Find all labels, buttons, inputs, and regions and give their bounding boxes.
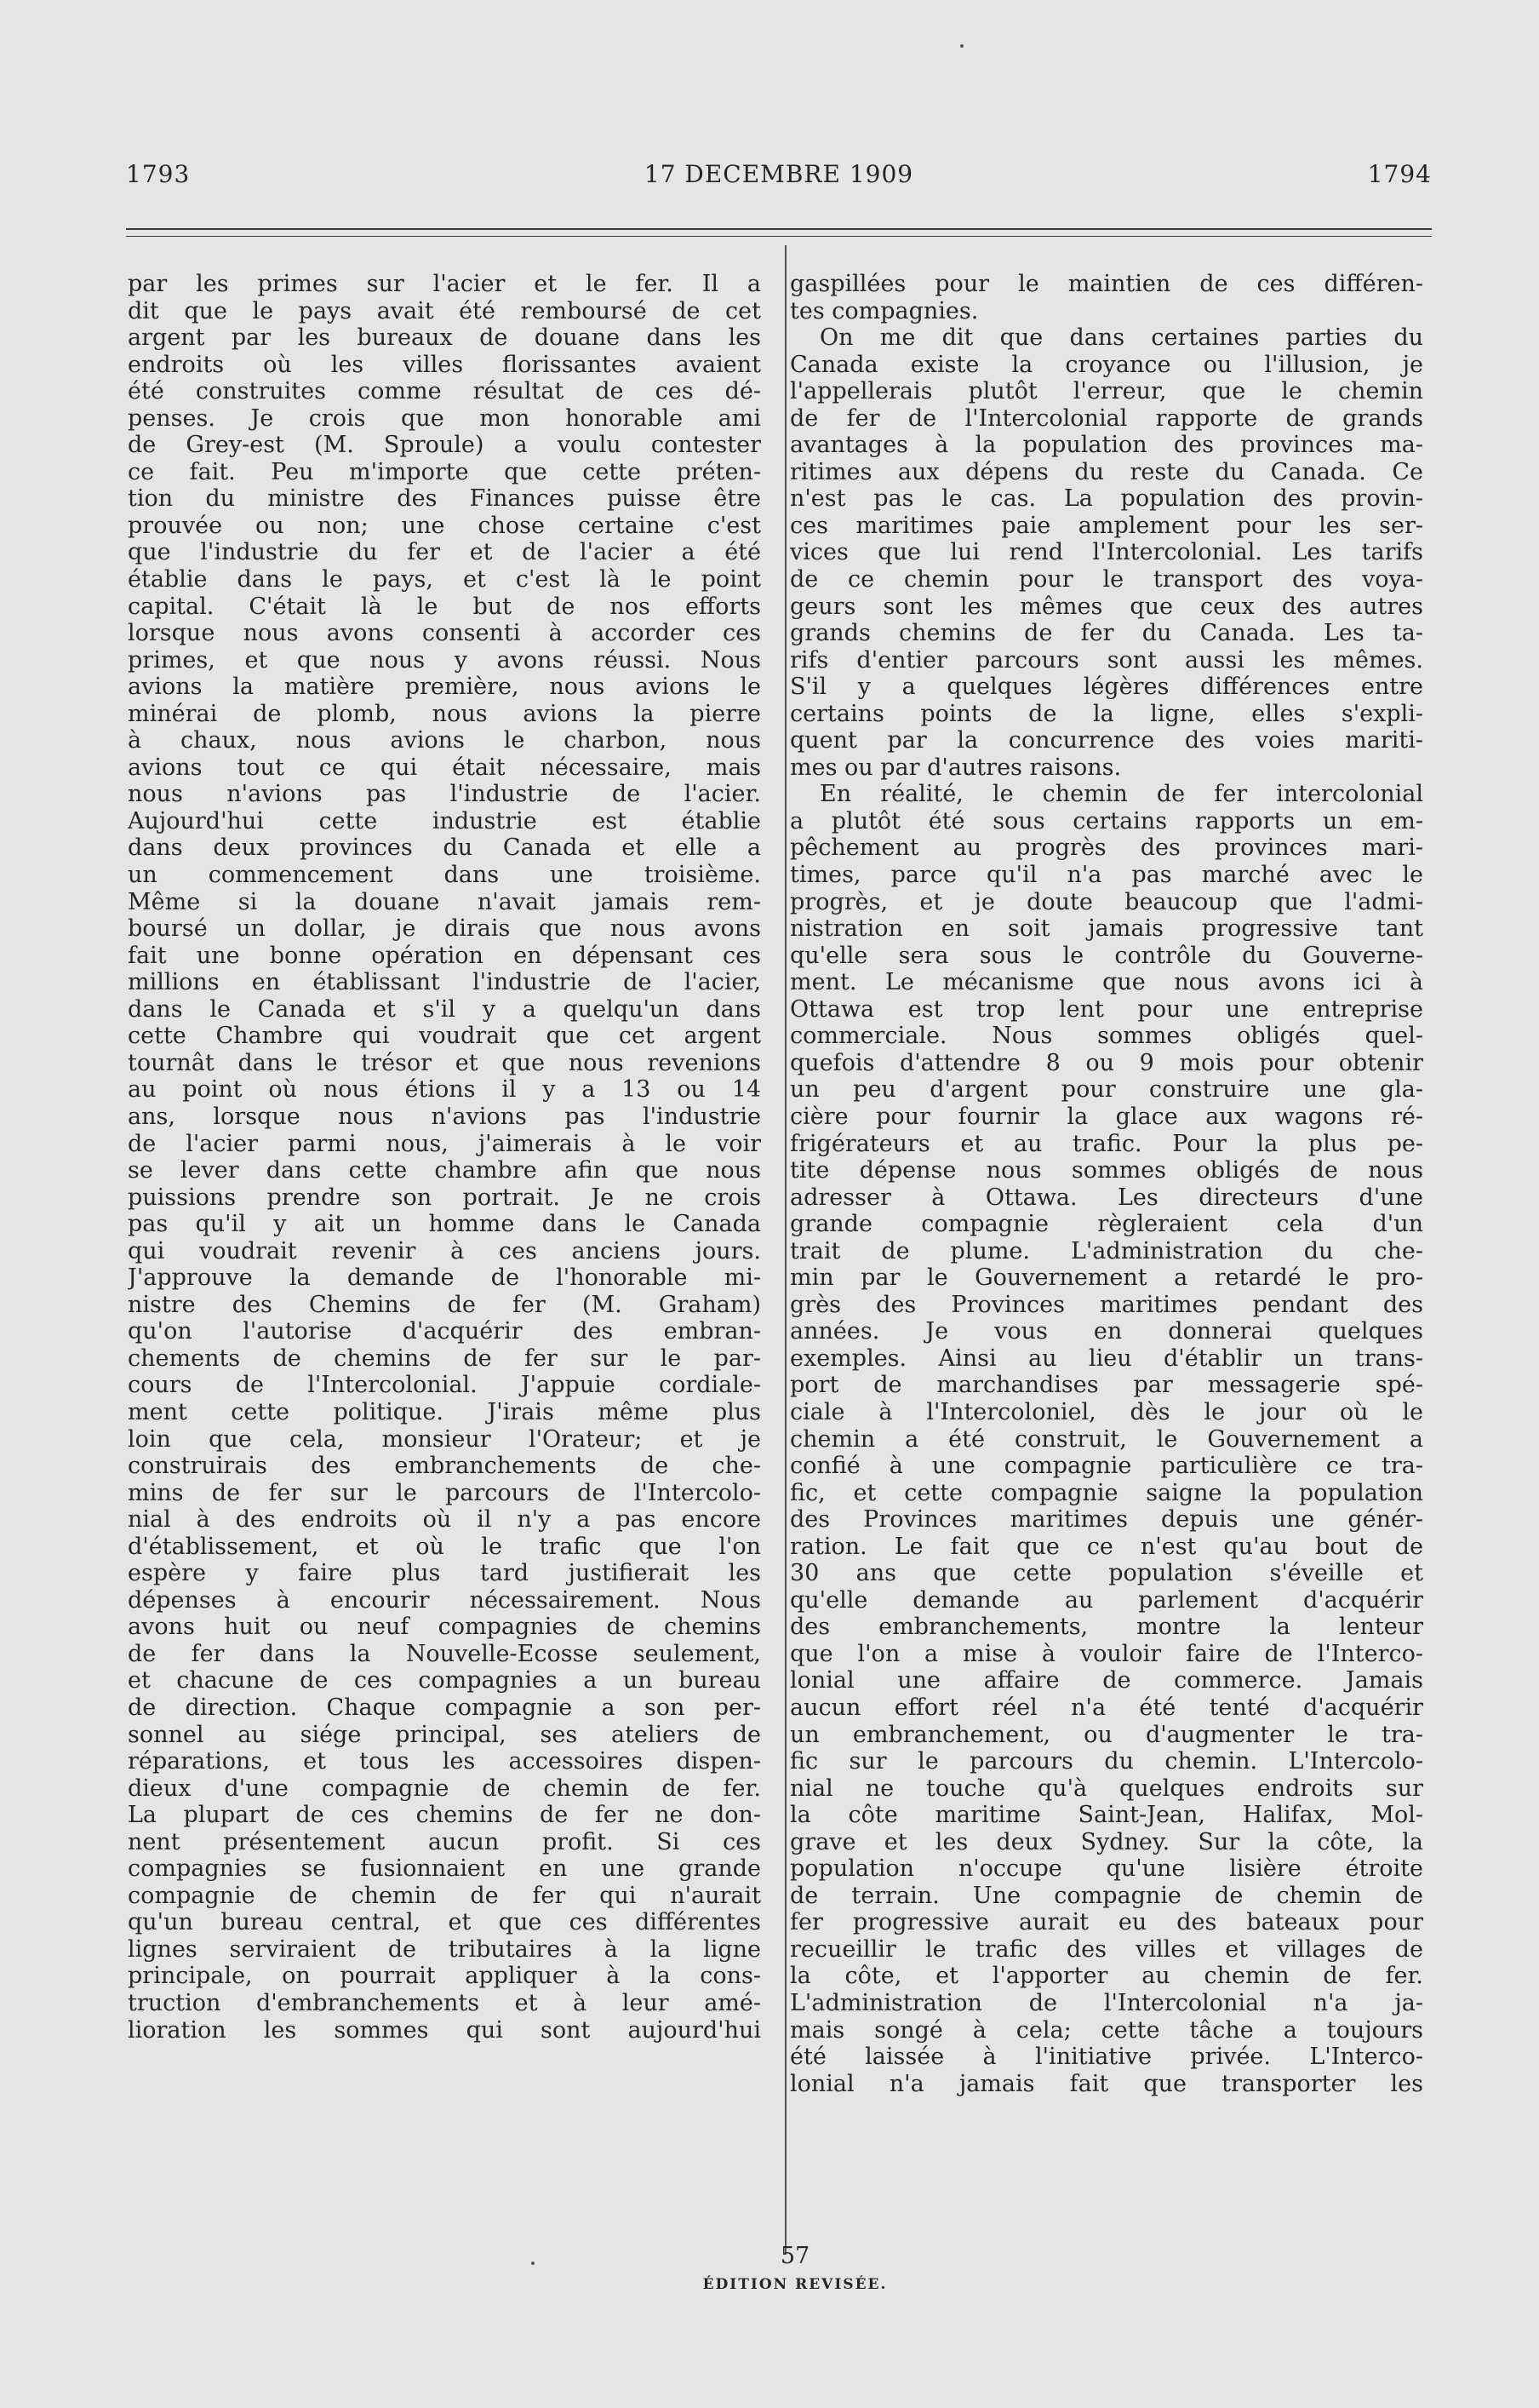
- text-line: que l'industrie du fer et de l'acier a été: [128, 539, 761, 566]
- text-line: L'administration de l'Intercolonial n'a ja-: [790, 1990, 1423, 2016]
- text-line: de direction. Chaque compagnie a son per-: [128, 1694, 761, 1721]
- text-line: min par le Gouvernement a retardé le pro-: [790, 1264, 1423, 1292]
- text-line: n'est pas le cas. La population des provin-: [790, 485, 1423, 513]
- text-line: à chaux, nous avions le charbon, nous: [128, 727, 761, 754]
- text-line: la côte, et l'apporter au chemin de fer.: [790, 1963, 1423, 1990]
- text-line: fait une bonne opération en dépensant ces: [128, 942, 761, 969]
- text-line: primes, et que nous y avons réussi. Nous: [128, 646, 761, 674]
- text-line: établie dans le pays, et c'est là le point: [128, 566, 761, 593]
- left-page-number: 1793: [126, 160, 191, 188]
- text-line: quent par la concurrence des voies mariti-: [790, 727, 1423, 754]
- text-line: commerciale. Nous sommes obligés quel-: [790, 1023, 1423, 1050]
- text-line: boursé un dollar, je dirais que nous avons: [128, 915, 761, 943]
- text-line: grande compagnie règleraient cela d'un: [790, 1211, 1423, 1238]
- right-page-number: 1794: [1367, 160, 1432, 188]
- text-line: ces maritimes paie amplement pour les ser-: [790, 512, 1423, 539]
- text-line: espère y faire plus tard justifierait les: [128, 1560, 761, 1587]
- text-line: vices que lui rend l'Intercolonial. Les tarifs: [790, 539, 1423, 566]
- text-line: de Grey-est (M. Sproule) a voulu contester: [128, 432, 761, 459]
- text-line: prouvée ou non; une chose certaine c'est: [128, 512, 761, 539]
- right-column: [790, 271, 1423, 2097]
- text-line: dieux d'une compagnie de chemin de fer.: [128, 1774, 761, 1802]
- text-line: penses. Je crois que mon honorable ami: [128, 404, 761, 432]
- text-line: nistre des Chemins de fer (M. Graham): [128, 1291, 761, 1318]
- text-line: tion du ministre des Finances puisse être: [128, 485, 761, 513]
- text-line: été laissée à l'initiative privée. L'Interco-: [790, 2044, 1423, 2071]
- text-line: pêchement au progrès des provinces mari-: [790, 834, 1423, 862]
- text-line: tite dépense nous sommes obligés de nous: [790, 1157, 1423, 1184]
- text-line: loin que cela, monsieur l'Orateur; et je: [128, 1425, 761, 1453]
- text-line: minérai de plomb, nous avions la pierre: [128, 700, 761, 727]
- text-line: ritimes aux dépens du reste du Canada. Ce: [790, 458, 1423, 485]
- text-line: des embranchements, montre la lenteur: [790, 1614, 1423, 1641]
- text-line: lorsque nous avons consenti à accorder ces: [128, 620, 761, 647]
- text-line: mais songé à cela; cette tâche a toujours: [790, 2016, 1423, 2044]
- text-line: un peu d'argent pour construire une gla-: [790, 1076, 1423, 1104]
- text-line: frigérateurs et au trafic. Pour la plus pe-: [790, 1130, 1423, 1157]
- text-line: avions la matière première, nous avions le: [128, 674, 761, 701]
- sheet-number: 57: [780, 2243, 810, 2269]
- text-line: quefois d'attendre 8 ou 9 mois pour obtenir: [790, 1049, 1423, 1076]
- text-line: tournât dans le trésor et que nous revenions: [128, 1049, 761, 1076]
- text-line: été construites comme résultat de ces dé-: [128, 378, 761, 405]
- text-line: fic sur le parcours du chemin. L'Intercolo-: [790, 1748, 1423, 1775]
- text-line: avions tout ce qui était nécessaire, mais: [128, 754, 761, 781]
- text-line: qui voudrait revenir à ces anciens jours.: [128, 1237, 761, 1264]
- text-line: de fer de l'Intercolonial rapporte de grands: [790, 404, 1423, 432]
- text-line: par les primes sur l'acier et le fer. Il a: [128, 271, 761, 297]
- text-line: réparations, et tous les accessoires dispen-: [128, 1748, 761, 1775]
- text-line: lignes serviraient de tributaires à la ligne: [128, 1935, 761, 1963]
- text-line: de ce chemin pour le transport des voya-: [790, 566, 1423, 593]
- text-line: argent par les bureaux de douane dans les: [128, 324, 761, 352]
- text-line: trait de plume. L'administration du che-: [790, 1237, 1423, 1264]
- text-line: certains points de la ligne, elles s'expli-: [790, 700, 1423, 727]
- text-line: ment. Le mécanisme que nous avons ici à: [790, 969, 1423, 996]
- text-line: truction d'embranchements et à leur amé-: [128, 1990, 761, 2016]
- text-line: adresser à Ottawa. Les directeurs d'une: [790, 1184, 1423, 1211]
- paper-speck: [531, 2262, 535, 2265]
- text-line: la côte maritime Saint-Jean, Halifax, Mol-: [790, 1802, 1423, 1829]
- text-line: mins de fer sur le parcours de l'Intercolo-: [128, 1479, 761, 1506]
- text-line: fer progressive aurait eu des bateaux pour: [790, 1909, 1423, 1936]
- text-line: construirais des embranchements de che-: [128, 1453, 761, 1480]
- text-line: port de marchandises par messagerie spé-: [790, 1372, 1423, 1399]
- text-line: ment cette politique. J'irais même plus: [128, 1398, 761, 1425]
- edition-label: ÉDITION REVISÉE.: [702, 2276, 888, 2293]
- text-line: sonnel au siége principal, ses ateliers de: [128, 1721, 761, 1748]
- text-line: exemples. Ainsi au lieu d'établir un trans-: [790, 1344, 1423, 1372]
- header-date: 17 DECEMBRE 1909: [644, 160, 914, 188]
- text-line: mes ou par d'autres raisons.: [790, 754, 1122, 781]
- text-line: compagnie de chemin de fer qui n'aurait: [128, 1882, 761, 1909]
- text-line: années. Je vous en donnerai quelques: [790, 1318, 1423, 1345]
- text-line: ration. Le fait que ce n'est qu'au bout de: [790, 1533, 1423, 1560]
- text-line: avantages à la population des provinces ma-: [790, 432, 1423, 459]
- text-line: avons huit ou neuf compagnies de chemins: [128, 1614, 761, 1641]
- text-line: compagnies se fusionnaient en une grande: [128, 1855, 761, 1883]
- text-line: La plupart de ces chemins de fer ne don-: [128, 1802, 761, 1829]
- text-line: un commencement dans une troisième.: [128, 862, 761, 889]
- text-line: geurs sont les mêmes que ceux des autres: [790, 593, 1423, 620]
- text-line: population n'occupe qu'une lisière étroite: [790, 1855, 1423, 1883]
- text-line: grave et les deux Sydney. Sur la côte, la: [790, 1828, 1423, 1855]
- text-line: nistration en soit jamais progressive tant: [790, 915, 1423, 943]
- page-header: [126, 160, 1432, 194]
- text-line: recueillir le trafic des villes et villages de: [790, 1935, 1423, 1963]
- text-line: capital. C'était là le but de nos efforts: [128, 593, 761, 620]
- text-line: de terrain. Une compagnie de chemin de: [790, 1882, 1423, 1909]
- text-line: En réalité, le chemin de fer intercolonial: [820, 781, 1423, 808]
- text-line: Aujourd'hui cette industrie est établie: [128, 807, 761, 834]
- text-line: de l'acier parmi nous, j'aimerais à le voir: [128, 1130, 761, 1157]
- text-line: lonial une affaire de commerce. Jamais: [790, 1667, 1423, 1694]
- text-line: nial à des endroits où il n'y a pas encore: [128, 1506, 761, 1534]
- text-line: Même si la douane n'avait jamais rem-: [128, 888, 761, 915]
- text-line: a plutôt été sous certains rapports un em-: [790, 807, 1423, 834]
- header-rule-thick: [126, 228, 1432, 230]
- text-line: qu'elle demande au parlement d'acquérir: [790, 1586, 1423, 1614]
- text-line: de fer dans la Nouvelle-Ecosse seulement,: [128, 1640, 761, 1667]
- text-line: chements de chemins de fer sur le par-: [128, 1344, 761, 1372]
- text-line: ce fait. Peu m'importe que cette préten-: [128, 458, 761, 485]
- text-line: nent présentement aucun profit. Si ces: [128, 1828, 761, 1855]
- text-line: ans, lorsque nous n'avions pas l'industrie: [128, 1103, 761, 1130]
- text-line: un embranchement, ou d'augmenter le tra-: [790, 1721, 1423, 1748]
- text-line: chemin a été construit, le Gouvernement a: [790, 1425, 1423, 1453]
- text-line: On me dit que dans certaines parties du: [820, 324, 1423, 352]
- text-line: lonial n'a jamais fait que transporter les: [790, 2070, 1423, 2097]
- text-line: nial ne touche qu'à quelques endroits sur: [790, 1774, 1423, 1802]
- text-line: qu'elle sera sous le contrôle du Gouverne-: [790, 942, 1423, 969]
- text-line: cière pour fournir la glace aux wagons ré-: [790, 1103, 1423, 1130]
- text-line: lioration les sommes qui sont aujourd'hui: [128, 2016, 761, 2044]
- text-line: confié à une compagnie particulière ce tra-: [790, 1453, 1423, 1480]
- text-line: qu'on l'autorise d'acquérir des embran-: [128, 1318, 761, 1345]
- text-line: progrès, et je doute beaucoup que l'admi-: [790, 888, 1423, 915]
- text-line: ciale à l'Intercoloniel, dès le jour où le: [790, 1398, 1423, 1425]
- text-line: puissions prendre son portrait. Je ne crois: [128, 1184, 761, 1211]
- text-line: au point où nous étions il y a 13 ou 14: [128, 1076, 761, 1104]
- text-line: Ottawa est trop lent pour une entreprise: [790, 995, 1423, 1023]
- text-line: times, parce qu'il n'a pas marché avec le: [790, 862, 1423, 889]
- text-line: S'il y a quelques légères différences entre: [790, 674, 1423, 701]
- text-line: tes compagnies.: [790, 297, 979, 324]
- text-line: grands chemins de fer du Canada. Les ta-: [790, 620, 1423, 647]
- text-line: pas qu'il y ait un homme dans le Canada: [128, 1211, 761, 1238]
- column-divider: [785, 245, 787, 2255]
- text-line: cette Chambre qui voudrait que cet argent: [128, 1023, 761, 1050]
- text-line: gaspillées pour le maintien de ces différen-: [790, 271, 1423, 297]
- text-line: Canada existe la croyance ou l'illusion, je: [790, 351, 1423, 378]
- text-line: millions en établissant l'industrie de l'acier,: [128, 969, 761, 996]
- text-line: qu'un bureau central, et que ces différentes: [128, 1909, 761, 1936]
- text-line: que l'on a mise à vouloir faire de l'Interco-: [790, 1640, 1423, 1667]
- text-line: principale, on pourrait appliquer à la cons-: [128, 1963, 761, 1990]
- text-line: dépenses à encourir nécessairement. Nous: [128, 1586, 761, 1614]
- left-column: [128, 271, 761, 2044]
- text-line: fic, et cette compagnie saigne la population: [790, 1479, 1423, 1506]
- text-line: cours de l'Intercolonial. J'appuie cordiale-: [128, 1372, 761, 1399]
- text-line: aucun effort réel n'a été tenté d'acquérir: [790, 1694, 1423, 1721]
- text-line: grès des Provinces maritimes pendant des: [790, 1291, 1423, 1318]
- text-line: l'appellerais plutôt l'erreur, que le chemin: [790, 378, 1423, 405]
- text-line: se lever dans cette chambre afin que nous: [128, 1157, 761, 1184]
- text-line: 30 ans que cette population s'éveille et: [790, 1560, 1423, 1587]
- text-line: dans le Canada et s'il y a quelqu'un dans: [128, 995, 761, 1023]
- text-line: endroits où les villes florissantes avaient: [128, 351, 761, 378]
- header-rule-thin: [126, 236, 1432, 237]
- text-line: et chacune de ces compagnies a un bureau: [128, 1667, 761, 1694]
- text-line: dans deux provinces du Canada et elle a: [128, 834, 761, 862]
- text-line: d'établissement, et où le trafic que l'on: [128, 1533, 761, 1560]
- text-line: des Provinces maritimes depuis une génér-: [790, 1506, 1423, 1534]
- text-line: J'approuve la demande de l'honorable mi-: [128, 1264, 761, 1292]
- text-line: rifs d'entier parcours sont aussi les mêmes.: [790, 646, 1423, 674]
- text-line: nous n'avions pas l'industrie de l'acier.: [128, 781, 761, 808]
- paper-speck: [960, 44, 964, 48]
- text-line: dit que le pays avait été remboursé de cet: [128, 297, 761, 324]
